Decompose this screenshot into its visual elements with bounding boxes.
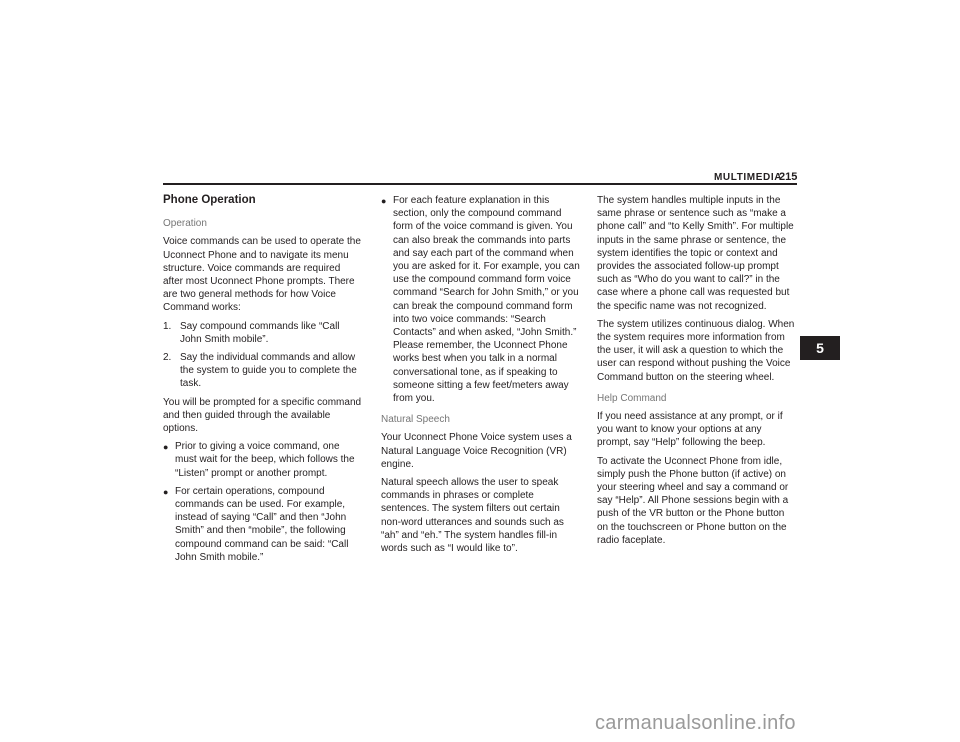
- column-2: [381, 194, 581, 560]
- subheading-operation: Operation: [163, 218, 207, 230]
- chapter-tab: 5: [800, 336, 840, 360]
- step-number: 1.: [163, 320, 172, 332]
- column-1: [163, 194, 363, 569]
- intro-paragraph: Voice commands can be used to operate the Uconnect Phone and to navigate its menu structure. Voice commands are required after most Uconnect Phone prompts. There are two general methods for how Voice Command works:: [163, 236, 361, 314]
- bullet-text: Prior to giving a voice command, one must wait for the beep, which follows the “Listen” prompt or another prompt.: [175, 441, 355, 479]
- column-3: [597, 194, 797, 552]
- subheading-natural-speech: Natural Speech: [381, 414, 450, 426]
- natural-speech-paragraph-1: Your Uconnect Phone Voice system uses a Natural Language Voice Recognition (VR) engine.: [381, 432, 572, 470]
- after-paragraph: You will be prompted for a specific command and then guided through the available options.: [163, 396, 362, 435]
- subheading-help-command: Help Command: [597, 392, 667, 404]
- bullet-icon: ●: [163, 442, 169, 453]
- step-text: Say compound commands like “Call John Smith mobile”.: [180, 320, 340, 345]
- numbered-step: [163, 320, 363, 346]
- page-number: 215: [779, 171, 798, 183]
- section-name: MULTIMEDIA: [714, 172, 783, 183]
- bullet-item: [163, 485, 363, 564]
- watermark-link[interactable]: carmanualsonline.info: [595, 712, 796, 734]
- numbered-step: [163, 351, 363, 391]
- header-rule: [163, 183, 797, 185]
- bullet-item: [163, 440, 363, 480]
- help-paragraph-2: To activate the Uconnect Phone from idle, simply push the Phone button (if active) on your steering wheel and say a command or say “Help”. All Phone sessions begin with a push of the VR button or the Phone button on the touchscreen or Phone button on the radio faceplate.: [597, 455, 789, 546]
- help-paragraph-1: If you need assistance at any prompt, or if you want to know your options at any prompt, say “Help” following the beep.: [597, 411, 783, 449]
- bullet-icon: ●: [381, 196, 387, 206]
- bullet-icon: ●: [163, 486, 169, 497]
- section-title: Phone Operation: [163, 194, 256, 206]
- step-number: 2.: [163, 352, 172, 364]
- bullet-item: [381, 194, 581, 405]
- natural-speech-paragraph-2: Natural speech allows the user to speak commands in phrases or complete sentences. The system filters out certain non-word utterances and sounds such as “ah” and “eh.” The system handles fill-in words such as “I would like to”.: [381, 477, 564, 555]
- multiple-inputs-paragraph: The system handles multiple inputs in the same phrase or sentence such as “make a phone call” and “to Kelly Smith”. For multiple inputs in the same phrase or sentence, the system identifies the topic or context and provides the associated follow-up prompt such as “Who do you want to call?” in the case where a phone call was requested but the specific name was not recognized.: [597, 195, 794, 312]
- step-text: Say the individual commands and allow the system to guide you to complete the task.: [180, 352, 357, 390]
- bullet-text: For each feature explanation in this section, only the compound command form of the voice command is given. You can also break the commands into parts and say each part of the command when you are asked for it. For example, you can use the compound command form voice command “Search for John Smith,” or you can break the compound command form into two voice commands: “Search Contacts” and when asked, “John Smith.” Please remember, the Uconnect Phone works best when you talk in a normal conversational tone, as if speaking to someone sitting a few feet/meters away from you.: [393, 195, 580, 405]
- continuous-dialog-paragraph: The system utilizes continuous dialog. When the system requires more information from the user, it will ask a question to which the user can respond without pushing the Voice Command button on the steering wheel.: [597, 318, 795, 383]
- bullet-text: For certain operations, compound commands can be used. For example, instead of saying “Call” and then “John Smith” and then “mobile”, the following compound command can be said: “Call John Smith mobile.”: [175, 485, 349, 563]
